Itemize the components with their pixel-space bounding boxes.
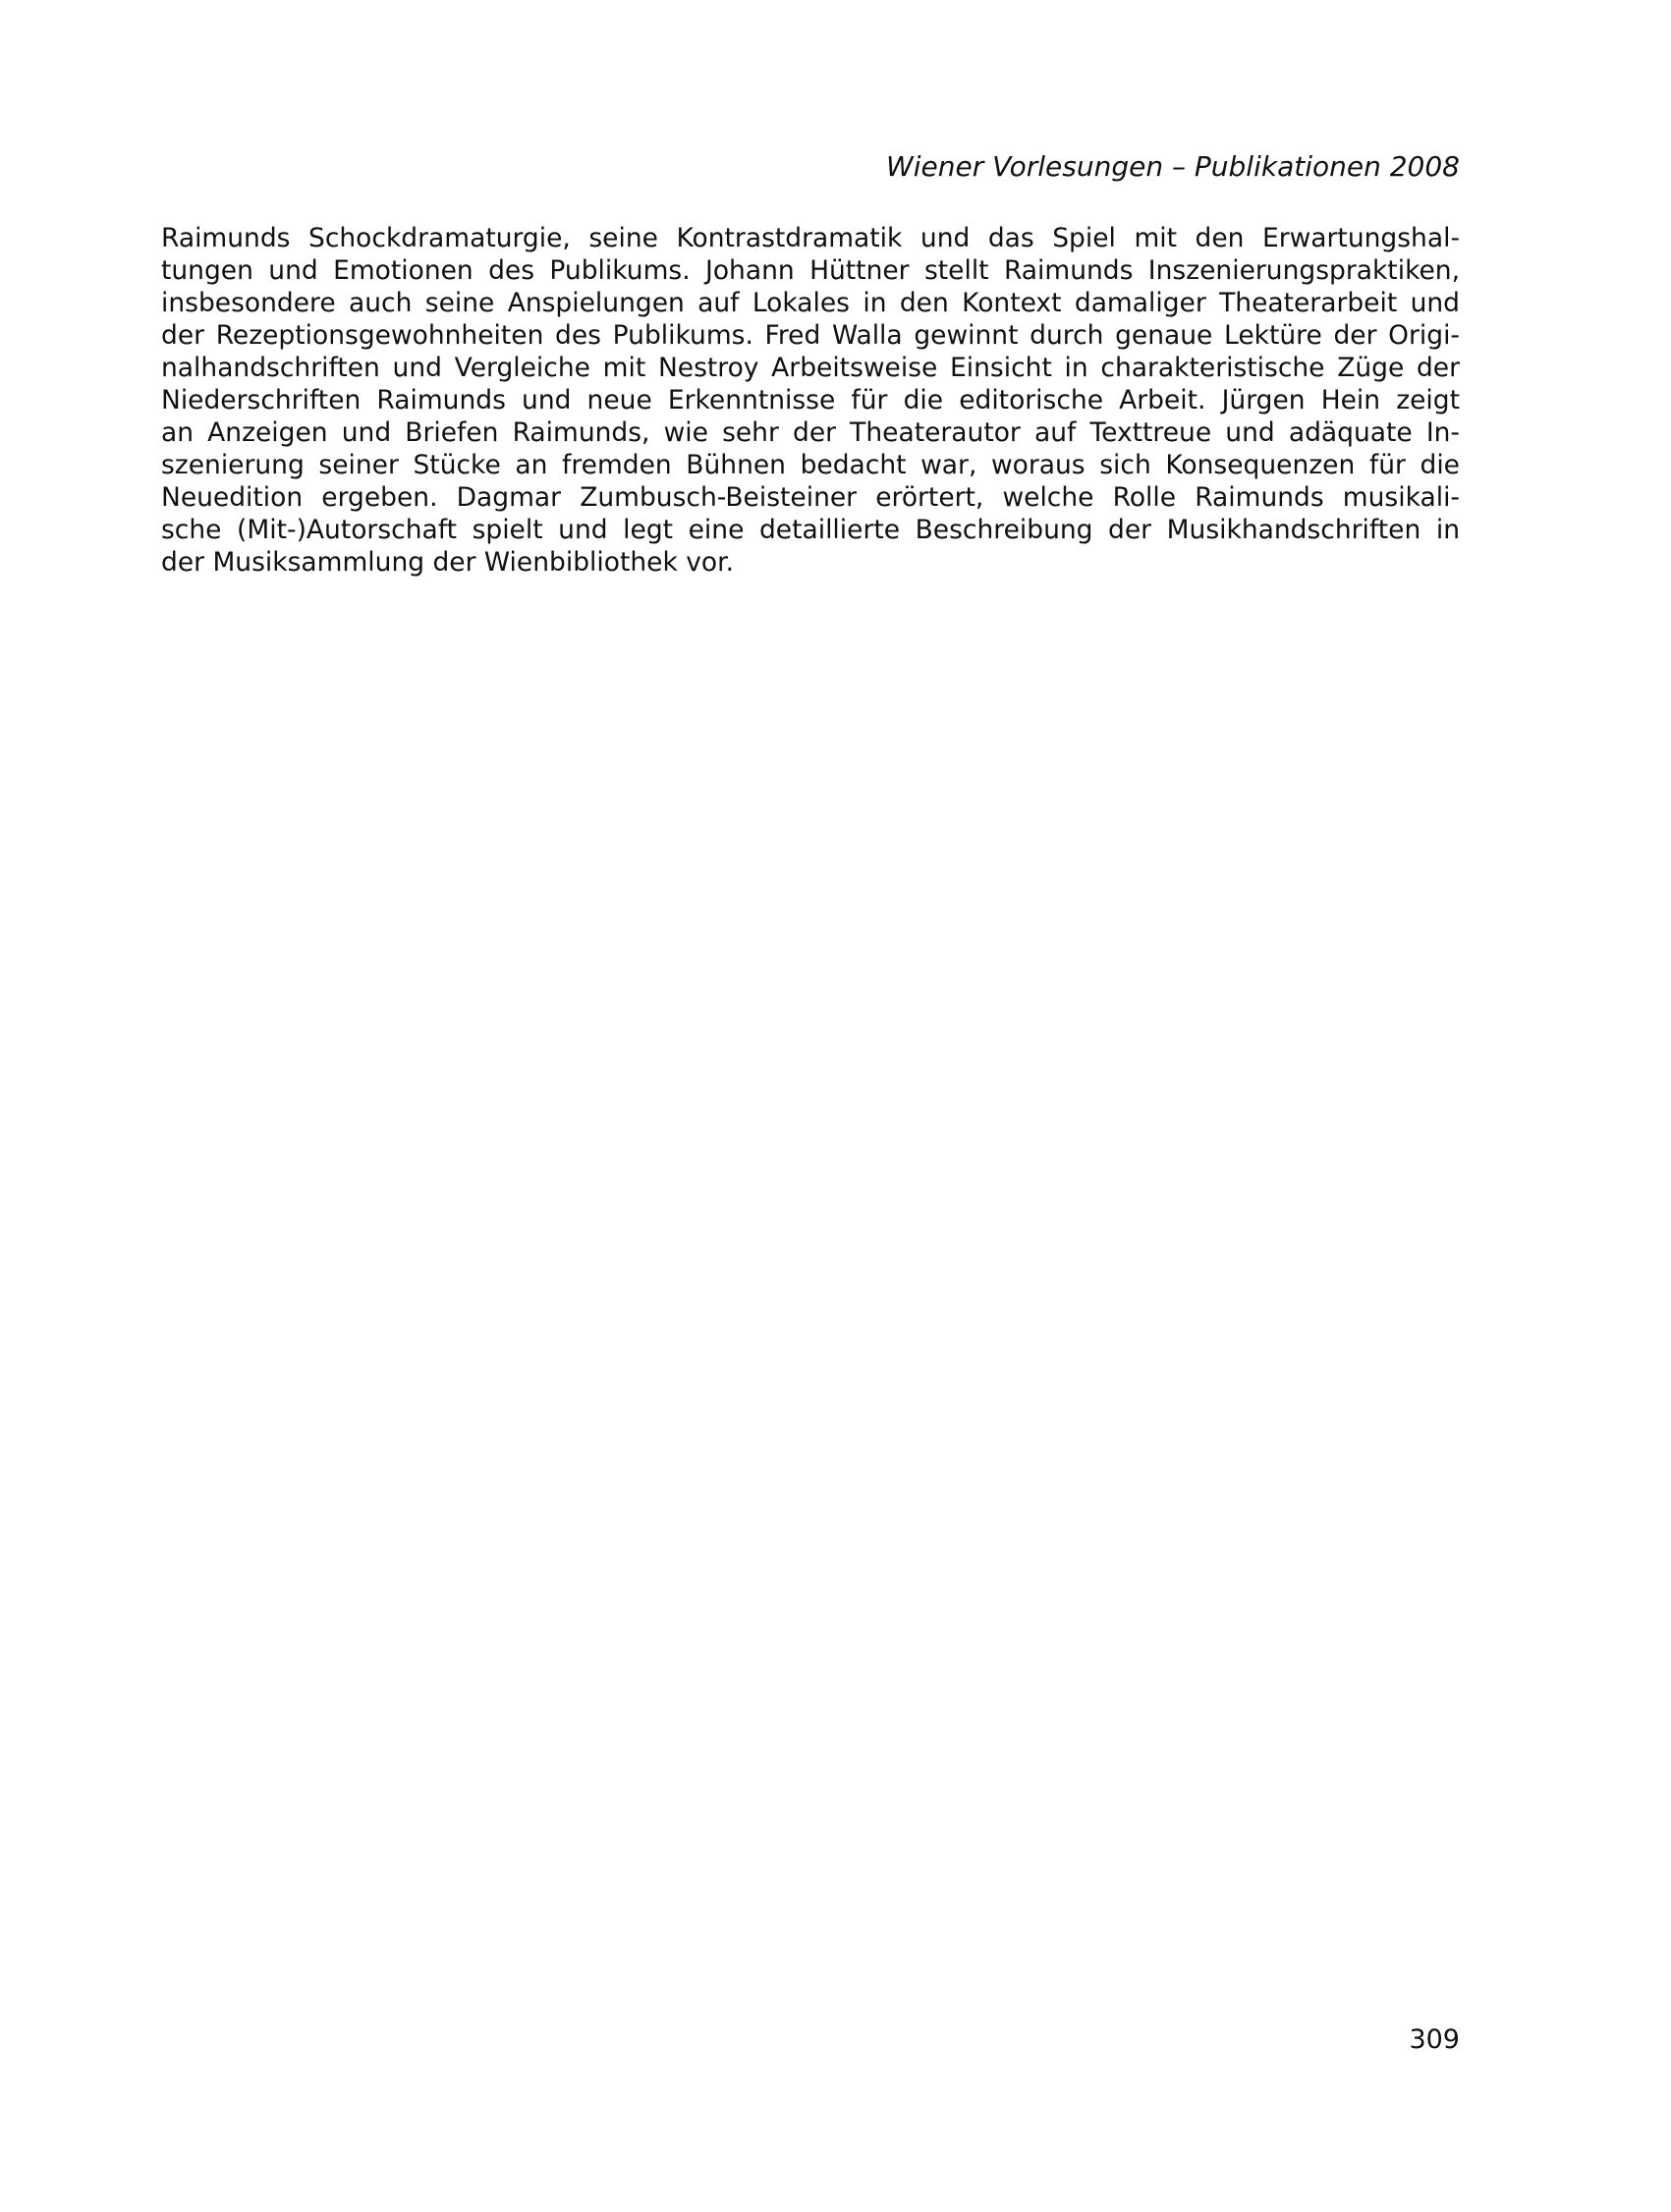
paragraph-line: der Rezeptionsgewohnheiten des Publikums. Fred Walla gewinnt durch genaue Lektüre der Origi- [161, 320, 1460, 351]
paragraph-line: Raimunds Schockdramaturgie, seine Kontrastdramatik und das Spiel mit den Erwartungshal- [161, 223, 1460, 253]
paragraph-line: nalhandschriften und Vergleiche mit Nestroy Arbeitsweise Einsicht in charakteristische Züge der [161, 353, 1460, 383]
body-paragraph [161, 222, 1460, 579]
paragraph-line: szenierung seiner Stücke an fremden Bühnen bedacht war, woraus sich Konsequenzen für die [161, 450, 1460, 480]
paragraph-line: der Musiksammlung der Wienbibliothek vor. [161, 547, 734, 578]
paragraph-line: Niederschriften Raimunds und neue Erkenntnisse für die editorische Arbeit. Jürgen Hein zeigt [161, 385, 1460, 415]
paragraph-line: Neuedition ergeben. Dagmar Zumbusch-Beisteiner erörtert, welche Rolle Raimunds musikali- [161, 482, 1460, 513]
paragraph-line: sche (Mit-)Autorschaft spielt und legt eine detaillierte Beschreibung der Musikhandschriften in [161, 515, 1460, 545]
paragraph-line: insbesondere auch seine Anspielungen auf Lokales in den Kontext damaliger Theaterarbeit und [161, 288, 1460, 318]
paragraph-line: tungen und Emotionen des Publikums. Johann Hüttner stellt Raimunds Inszenierungspraktiken, [161, 255, 1460, 286]
running-header: Wiener Vorlesungen – Publikationen 2008 [886, 150, 1460, 183]
page-number: 309 [1409, 2024, 1460, 2055]
paragraph-line: an Anzeigen und Briefen Raimunds, wie sehr der Theaterautor auf Texttreue und adäquate In- [161, 417, 1460, 448]
